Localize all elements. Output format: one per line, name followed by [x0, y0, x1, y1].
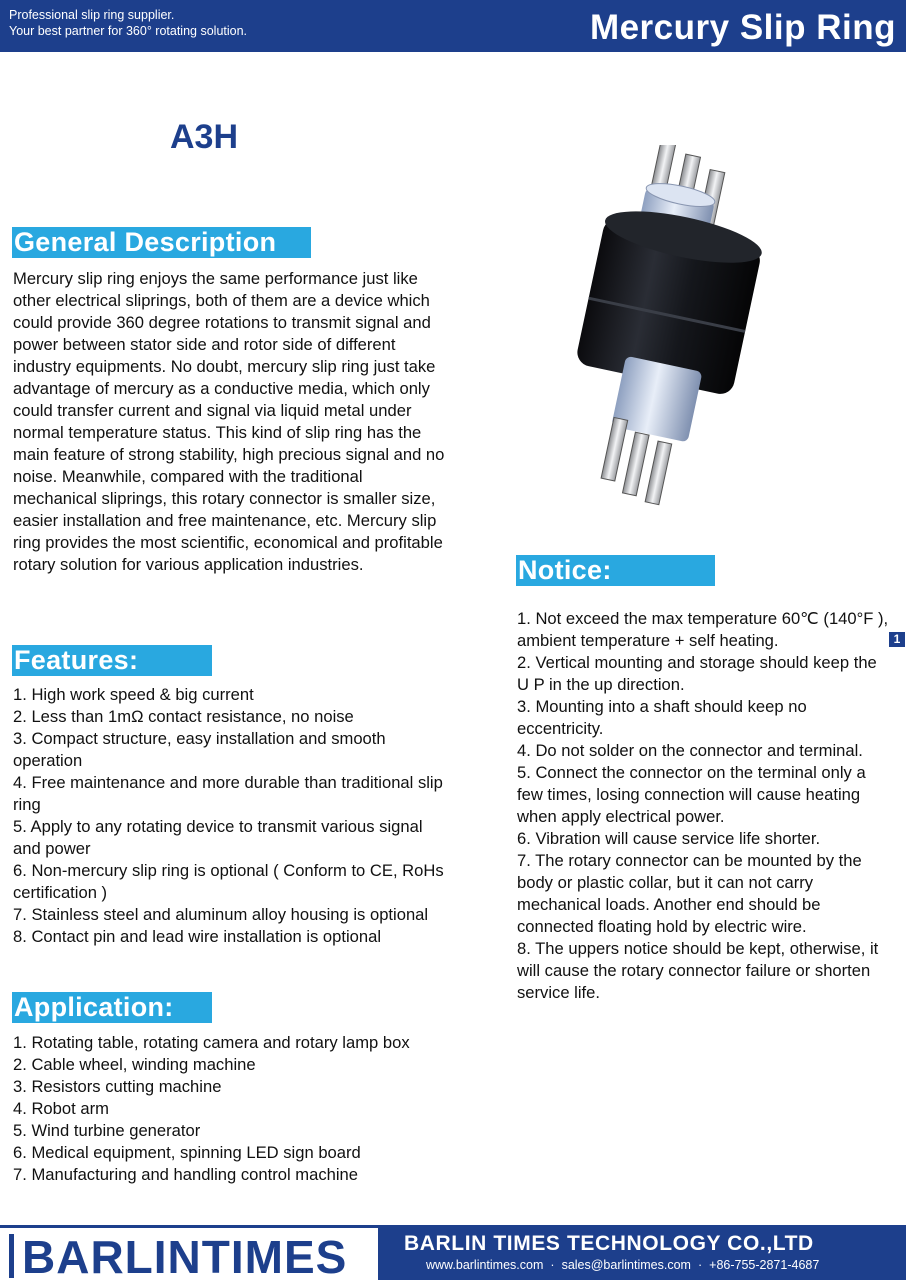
list-item: 5. Apply to any rotating device to transmit various signal and power — [13, 817, 423, 858]
list-item: 4. Do not solder on the connector and terminal. — [517, 741, 863, 760]
page-title: Mercury Slip Ring — [589, 8, 896, 47]
list-item: 8. Contact pin and lead wire installation is optional — [13, 927, 382, 946]
list-item: 6. Medical equipment, spinning LED sign board — [13, 1143, 361, 1162]
website-link[interactable]: www.barlintimes.com — [426, 1258, 544, 1272]
list-item: 5. Connect the connector on the terminal only a few times, losing connection will cause heating when apply electrical power. — [517, 763, 866, 826]
separator: · — [550, 1258, 555, 1272]
list-item: 1. High work speed & big current — [13, 685, 254, 704]
list-item: 4. Free maintenance and more durable than traditional slip ring — [13, 773, 443, 814]
phone-number: +86-755-2871-4687 — [709, 1258, 820, 1272]
list-item: 1. Not exceed the max temperature 60℃ (140°F ), ambient temperature + self heating. — [517, 609, 889, 650]
list-item: 3. Compact structure, easy installation and smooth operation — [13, 729, 386, 770]
general-description-text: Mercury slip ring enjoys the same performance just like other electrical sliprings, both of them are a device which could provide 360 degree rotations to transmit signal and power between stator side and rotor side of different industry equipments. No doubt, mercury slip ring just take advantage of mercury as a conductive media, which only could transfer current and signal via liquid metal under normal temperature status. This kind of slip ring has the main feature of strong stability, high precious signal and no noise. Meanwhile, compared with the traditional mechanical sliprings, this rotary connector is smaller size, easier installation and free maintenance, etc. Mercury slip ring provides the most scientific, economical and profitable rotary solution for various application industries. — [13, 269, 445, 574]
list-item: 7. The rotary connector can be mounted by the body or plastic collar, but it can not carry mechanical loads. Another end should be connected floating hold by electric wire. — [517, 851, 862, 936]
footer — [0, 1225, 906, 1283]
list-item: 6. Non-mercury slip ring is optional ( Conform to CE, RoHs certification ) — [13, 861, 444, 902]
application-heading: Application: — [12, 992, 212, 1023]
list-item: 6. Vibration will cause service life shorter. — [517, 829, 821, 848]
application-list — [13, 1032, 445, 1186]
tagline-line-2: Your best partner for 360° rotating solution. — [9, 24, 248, 38]
list-item: 1. Rotating table, rotating camera and rotary lamp box — [13, 1033, 410, 1052]
product-image — [555, 145, 795, 520]
tagline — [9, 7, 247, 39]
features-list — [13, 684, 445, 948]
separator: · — [697, 1258, 703, 1272]
company-name: BARLIN TIMES TECHNOLOGY CO.,LTD — [404, 1232, 814, 1255]
general-description-heading: General Description — [12, 227, 311, 258]
list-item: 7. Manufacturing and handling control machine — [13, 1165, 359, 1184]
model-name: A3H — [170, 118, 239, 156]
list-item: 2. Less than 1mΩ contact resistance, no noise — [13, 707, 354, 726]
features-heading: Features: — [12, 645, 212, 676]
footer-logo-area — [0, 1225, 378, 1283]
email-link[interactable]: sales@barlintimes.com — [561, 1258, 691, 1272]
list-item: 8. The uppers notice should be kept, otherwise, it will cause the rotary connector failure or shorten service life. — [517, 939, 879, 1002]
header-bar — [0, 0, 906, 52]
list-item: 4. Robot arm — [13, 1099, 109, 1118]
list-item: 3. Resistors cutting machine — [13, 1077, 222, 1096]
tagline-line-1: Professional slip ring supplier. — [9, 8, 175, 22]
page-number: 1 — [889, 632, 905, 647]
list-item: 5. Wind turbine generator — [13, 1121, 201, 1140]
list-item: 7. Stainless steel and aluminum alloy housing is optional — [13, 905, 429, 924]
logo-accent-bar — [9, 1234, 14, 1278]
notice-heading: Notice: — [516, 555, 715, 586]
list-item: 2. Vertical mounting and storage should keep the U P in the up direction. — [517, 653, 877, 694]
list-item: 3. Mounting into a shaft should keep no eccentricity. — [517, 697, 807, 738]
company-logo: BARLINTIMES — [22, 1231, 348, 1283]
list-item: 2. Cable wheel, winding machine — [13, 1055, 256, 1074]
footer-info — [378, 1225, 906, 1280]
notice-list — [517, 608, 889, 1004]
contact-line — [426, 1258, 819, 1272]
